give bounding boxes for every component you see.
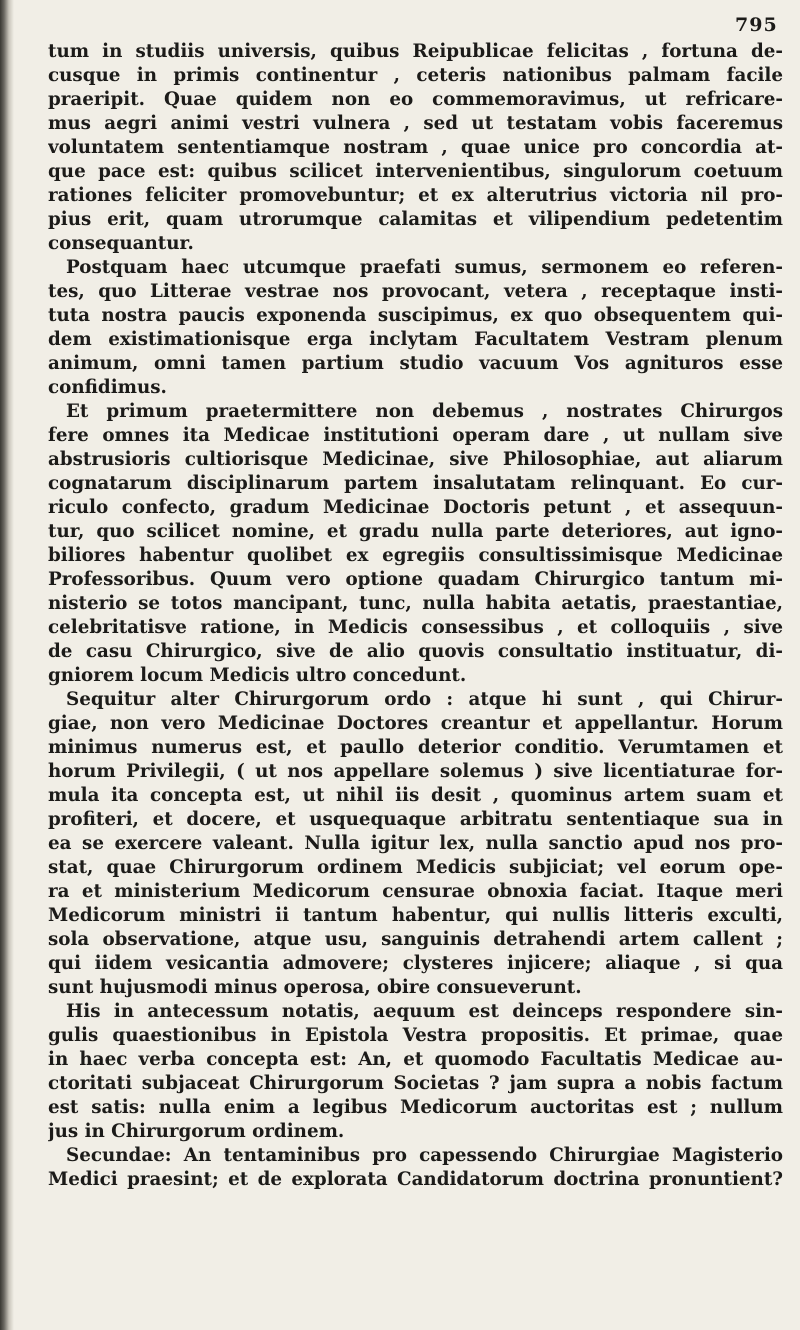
- text-line: Professoribus. Quum vero optione quadam Chirurgico tantum mi-: [48, 569, 783, 590]
- text-line: consequantur.: [48, 233, 194, 254]
- text-line: ea se exercere valeant. Nulla igitur lex, nulla sanctio apud nos pro-: [48, 833, 783, 854]
- text-line: gulis quaestionibus in Epistola Vestra propositis. Et primae, quae: [48, 1025, 783, 1046]
- text-line: in haec verba concepta est: An, et quomodo Facultatis Medicae au-: [48, 1049, 783, 1070]
- text-line: tuta nostra paucis exponenda suscipimus, ex quo obsequentem qui-: [48, 305, 783, 326]
- text-line: sola observatione, atque usu, sanguinis detrahendi artem callent ;: [48, 929, 783, 950]
- text-line: mula ita concepta est, ut nihil iis desit , quominus artem suam et: [48, 785, 783, 806]
- text-line: que pace est: quibus scilicet intervenientibus, singulorum coetuum: [48, 161, 783, 182]
- body-text: [48, 40, 783, 1192]
- text-line: voluntatem sententiamque nostram , quae unice pro concordia at-: [48, 137, 783, 158]
- text-line: stat, quae Chirurgorum ordinem Medicis subjiciat; vel eorum ope-: [48, 857, 783, 878]
- text-line: confidimus.: [48, 377, 167, 398]
- text-line: praeripit. Quae quidem non eo commemoravimus, ut refricare-: [48, 89, 783, 110]
- text-line: profiteri, et docere, et usquequaque arbitratu sententiaque sua in: [48, 809, 783, 830]
- text-line: dem existimationisque erga inclytam Facultatem Vestram plenum: [48, 329, 783, 350]
- text-line: His in antecessum notatis, aequum est deinceps respondere sin-: [66, 1001, 783, 1022]
- text-line: sunt hujusmodi minus operosa, obire consueverunt.: [48, 977, 582, 998]
- text-line: cognatarum disciplinarum partem insalutatam relinquant. Eo cur-: [48, 473, 783, 494]
- page-binding-edge: [0, 0, 14, 1330]
- page-number: 795: [735, 14, 778, 36]
- text-line: animum, omni tamen partium studio vacuum Vos agnituros esse: [48, 353, 783, 374]
- text-line: est satis: nulla enim a legibus Medicorum auctoritas est ; nullum: [48, 1097, 783, 1118]
- text-line: Medici praesint; et de explorata Candidatorum doctrina pronuntient?: [48, 1169, 783, 1190]
- text-line: gniorem locum Medicis ultro concedunt.: [48, 665, 467, 686]
- text-line: fere omnes ita Medicae institutioni operam dare , ut nullam sive: [48, 425, 783, 446]
- text-line: nisterio se totos mancipant, tunc, nulla habita aetatis, praestantiae,: [48, 593, 783, 614]
- text-line: riculo confecto, gradum Medicinae Doctoris petunt , et assequun-: [48, 497, 783, 518]
- text-line: tes, quo Litterae vestrae nos provocant, vetera , receptaque insti-: [48, 281, 783, 302]
- text-line: ra et ministerium Medicorum censurae obnoxia faciat. Itaque meri: [48, 881, 783, 902]
- text-line: rationes feliciter promovebuntur; et ex alterutrius victoria nil pro-: [48, 185, 783, 206]
- text-line: Secundae: An tentaminibus pro capessendo Chirurgiae Magisterio: [66, 1145, 783, 1166]
- text-line: horum Privilegii, ( ut nos appellare solemus ) sive licentiaturae for-: [48, 761, 783, 782]
- text-line: Sequitur alter Chirurgorum ordo : atque hi sunt , qui Chirur-: [66, 689, 783, 710]
- text-line: de casu Chirurgico, sive de alio quovis consultatio instituatur, di-: [48, 641, 783, 662]
- text-line: ctoritati subjaceat Chirurgorum Societas ? jam supra a nobis factum: [48, 1073, 783, 1094]
- text-line: jus in Chirurgorum ordinem.: [48, 1121, 345, 1142]
- text-line: qui iidem vesicantia admovere; clysteres injicere; aliaque , si qua: [48, 953, 783, 974]
- text-line: Postquam haec utcumque praefati sumus, sermonem eo referen-: [66, 257, 783, 278]
- text-line: biliores habentur quolibet ex egregiis consultissimisque Medicinae: [48, 545, 783, 566]
- text-line: mus aegri animi vestri vulnera , sed ut testatam vobis faceremus: [48, 113, 783, 134]
- text-line: Medicorum ministri ii tantum habentur, qui nullis litteris exculti,: [48, 905, 783, 926]
- text-line: abstrusioris cultiorisque Medicinae, sive Philosophiae, aut aliarum: [48, 449, 783, 470]
- text-line: tum in studiis universis, quibus Reipublicae felicitas , fortuna de-: [48, 41, 783, 62]
- text-line: tur, quo scilicet nomine, et gradu nulla parte deteriores, aut igno-: [48, 521, 783, 542]
- text-line: minimus numerus est, et paullo deterior conditio. Verumtamen et: [48, 737, 783, 758]
- text-line: pius erit, quam utrorumque calamitas et vilipendium pedetentim: [48, 209, 783, 230]
- text-line: Et primum praetermittere non debemus , nostrates Chirurgos: [66, 401, 783, 422]
- text-line: giae, non vero Medicinae Doctores creantur et appellantur. Horum: [48, 713, 783, 734]
- text-line: celebritatisve ratione, in Medicis consessibus , et colloquiis , sive: [48, 617, 783, 638]
- text-line: cusque in primis continentur , ceteris nationibus palmam facile: [48, 65, 783, 86]
